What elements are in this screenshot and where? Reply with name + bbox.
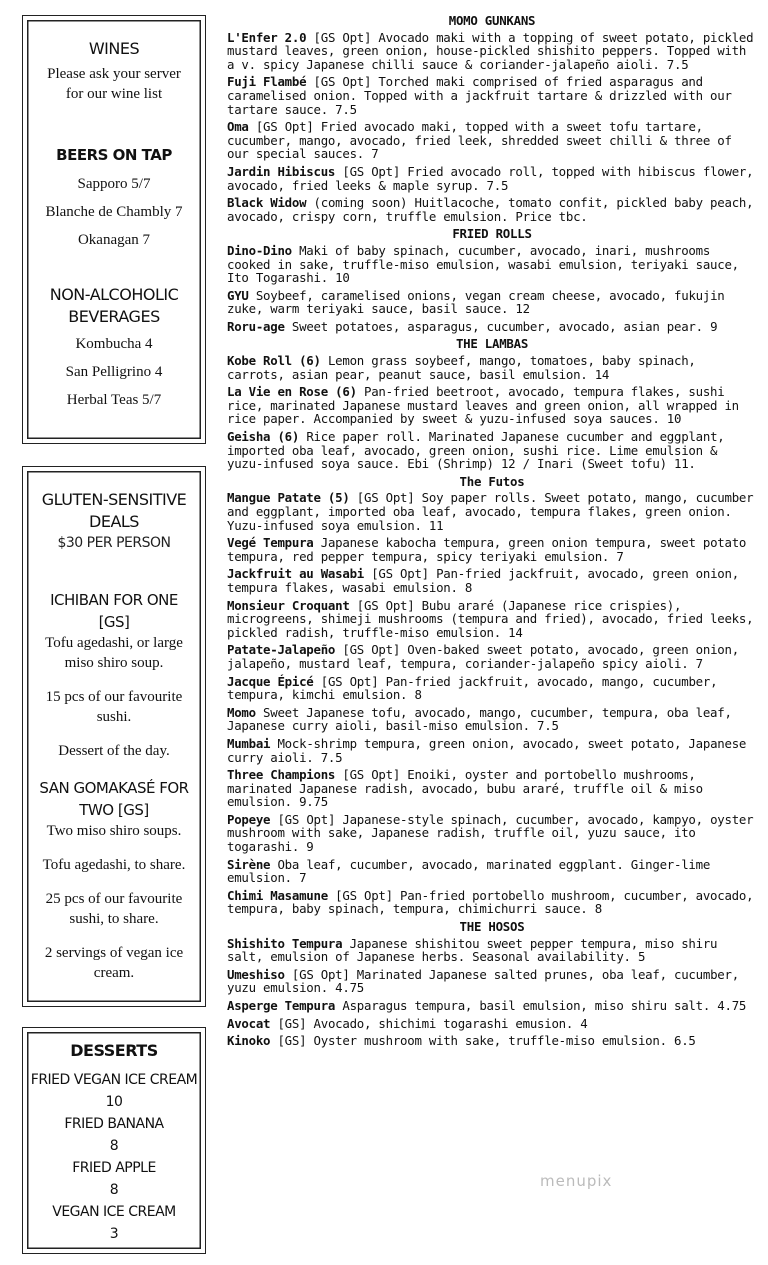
menu-item: [227, 320, 757, 334]
san-gomakase-title: SAN GOMAKASÉ FOR TWO [GS]: [39, 779, 189, 819]
desserts-box: [22, 1027, 206, 1254]
gluten-price: $30 PER PERSON: [57, 535, 171, 551]
menu-item: [227, 165, 757, 192]
menu-item: [227, 858, 757, 885]
menu-item: [227, 768, 757, 809]
section-title: THE HOSOS: [459, 919, 525, 935]
menu-item-description: Sweet Japanese tofu, avocado, mango, cucumber, tempura, oba leaf, Japanese curry aioli, basil-miso emulsion. 7.5: [227, 704, 732, 734]
menu-item-name: Three Champions: [227, 767, 336, 783]
menu-item-description: [GS Opt] Pan-fried jackfruit, avocado, mango, cucumber, tempura, kimchi emulsion. 8: [227, 673, 718, 703]
menu-item-description: [GS Opt] Fried avocado maki, topped with a sweet tofu tartare, cucumber, mango, avocado, fried leek, shredded sweet chilli & three of our special sauces. 7: [227, 119, 732, 162]
menu-item-description: [GS Opt] Torched maki comprised of fried asparagus and caramelised onion. Topped with a jackfruit tartare & drizzled with our tartare sauce. 7.5: [227, 74, 732, 117]
gluten-sensitive-box: [22, 466, 206, 1007]
menu-item-description: (coming soon) Huitlacoche, tomato confit, pickled baby peach, avocado, crispy corn, truffle emulsion. Price tbc.: [227, 195, 754, 224]
menu-item-description: Oba leaf, cucumber, avocado, marinated eggplant. Ginger-lime emulsion. 7: [227, 856, 711, 886]
menu-item: [227, 75, 757, 116]
menu-item-name: Black Widow: [227, 195, 307, 211]
menu-item: [227, 385, 757, 426]
menu-item-name: Mumbai: [227, 735, 271, 751]
san-line: 2 servings of vegan ice cream.: [44, 945, 184, 981]
dessert-price: 10: [105, 1094, 123, 1110]
menu-item-description: Japanese kabocha tempura, green onion tempura, sweet potato tempura, red pepper tempura, spicy teriyaki emulsion. 7: [227, 535, 747, 564]
dessert-price: 3: [109, 1226, 119, 1242]
menu-item: [227, 196, 757, 223]
menu-item-description: [GS] Oyster mushroom with sake, truffle-miso emulsion. 6.5: [270, 1033, 696, 1049]
menu-item-name: Kinoko: [227, 1033, 271, 1049]
menu-item-name: Monsieur Croquant: [227, 597, 350, 613]
menu-item-name: Sirène: [227, 856, 271, 872]
beer-item: Sapporo 5/7: [77, 176, 151, 192]
menu-item-name: Vegé Tempura: [227, 535, 314, 551]
menu-item-name: Roru-age: [227, 318, 285, 334]
desserts-title: DESSERTS: [70, 1041, 158, 1060]
menu-item-name: Oma: [227, 119, 249, 135]
menu-item-name: Geisha (6): [227, 429, 300, 445]
san-line: 25 pcs of our favourite sushi, to share.: [45, 891, 183, 927]
menu-item-description: Sweet potatoes, asparagus, cucumber, avocado, asian pear. 9: [284, 318, 718, 334]
menu-item-name: Jardin Hibiscus: [227, 163, 336, 179]
dessert-price: 8: [109, 1138, 119, 1154]
menu-item: [227, 937, 757, 964]
menu-item: [227, 1034, 757, 1048]
menu-item-description: Maki of baby spinach, cucumber, avocado, inari, mushrooms cooked in sake, truffle-miso emulsion, wasabi emulsion, teriyaki sauce, Ito Togarashi. 10: [227, 242, 739, 286]
menu-item-description: [GS Opt] Enoiki, oyster and portobello mushrooms, marinated Japanese radish, avocado, bubu araré, truffle oil & miso emulsion. 9.75: [227, 767, 703, 810]
san-line: Two miso shiro soups.: [46, 823, 182, 839]
menu-item-description: [GS Opt] Soy paper rolls. Sweet potato, mango, cucumber and eggplant, imported oba leaf, avocado, tempura flakes, green onion. Yuzu-infused soya emulsion. 11: [227, 490, 754, 533]
menu-item-name: Jackfruit au Wasabi: [227, 566, 364, 582]
menu-item: [227, 643, 757, 670]
menu-column: [227, 14, 757, 1052]
section-title: MOMO GUNKANS: [448, 13, 536, 28]
menu-item-name: Dino-Dino: [227, 242, 292, 258]
menu-item: [227, 31, 757, 72]
menu-item: [227, 120, 757, 161]
dessert-name: FRIED VEGAN ICE CREAM: [30, 1072, 198, 1088]
menu-item-description: Mock-shrimp tempura, green onion, avocado, sweet potato, Japanese curry aioli. 7.5: [227, 735, 747, 765]
menu-item: [227, 968, 757, 995]
menu-item-name: La Vie en Rose (6): [227, 384, 357, 400]
wines-title: WINES: [88, 39, 140, 58]
beer-item: Okanagan 7: [77, 232, 151, 248]
menu-item: [227, 813, 757, 854]
menu-item: [227, 289, 757, 316]
menu-item: [227, 244, 757, 285]
beer-item: Blanche de Chambly 7: [45, 204, 183, 220]
beverage-item: Kombucha 4: [75, 336, 153, 352]
beers-title: BEERS ON TAP: [56, 146, 172, 164]
menu-item: [227, 491, 757, 532]
dessert-name: FRIED BANANA: [64, 1116, 164, 1132]
menu-item-name: Fuji Flambé: [227, 74, 307, 90]
non-alcoholic-title: NON-ALCOHOLIC: [49, 285, 179, 304]
menu-item-description: Rice paper roll. Marinated Japanese cucumber and eggplant, imported oba leaf, avocado, green onion, sushi rice. Lime emulsion & yuzu-infused soya sauce. Ebi (Shrimp) 12 / Inari (Sweet tofu) 11.: [227, 429, 725, 472]
non-alcoholic-title: BEVERAGES: [68, 307, 160, 326]
menu-item-name: GYU: [227, 287, 249, 303]
menu-item: [227, 354, 757, 381]
menu-item-description: Lemon grass soybeef, mango, tomatoes, baby spinach, carrots, asian pear, peanut sauce, basil emulsion. 14: [227, 353, 696, 382]
menu-item: [227, 567, 757, 594]
gluten-title: GLUTEN-SENSITIVE: [41, 490, 187, 509]
menu-item: [227, 675, 757, 702]
menu-item-description: [GS Opt] Japanese-style spinach, cucumber, avocado, kampyo, oyster mushroom with sake, Japanese radish, truffle oil, yuzu sauce, ito togarashi. 9: [227, 811, 754, 855]
dessert-price: 8: [109, 1182, 119, 1198]
dessert-name: VEGAN ICE CREAM: [52, 1204, 176, 1220]
menu-item: [227, 737, 757, 764]
dessert-name: FRIED APPLE: [72, 1160, 156, 1176]
section-title: The Futos: [459, 473, 525, 489]
menu-item-description: [GS Opt] Bubu araré (Japanese rice crispies), microgreens, shimeji mushrooms (tempura and fried), avocado, fried leeks, pickled radish, truffle-miso emulsion. 14: [227, 597, 754, 640]
ichiban-line: Tofu agedashi, or large miso shiro soup.: [45, 635, 183, 671]
menu-item-description: Pan-fried beetroot, avocado, tempura flakes, sushi rice, marinated Japanese mustard leaves and green onion, all wrapped in rice paper. Accompanied by sweet & yuzu-infused soya sauces. 10: [227, 384, 739, 427]
menu-item-description: [GS Opt] Marinated Japanese salted prunes, oba leaf, cucumber, yuzu emulsion. 4.75: [227, 966, 739, 996]
wines-line: Please ask your server: [47, 66, 181, 82]
menu-item-name: Umeshiso: [227, 966, 285, 982]
menu-item-name: Popeye: [227, 811, 271, 827]
menu-item-description: [GS Opt] Oven-baked sweet potato, avocado, green onion, jalapeño, mustard leaf, tempura, coriander-jalapeño spicy aioli. 7: [227, 642, 739, 671]
menu-item-description: [GS Opt] Fried avocado roll, topped with hibiscus flower, avocado, fried leeks & maple syrup. 7.5: [227, 163, 754, 193]
menu-item-description: [GS Opt] Avocado maki with a topping of sweet potato, pickled mustard leaves, green onion, house-pickled shishito peppers. Topped with a v. spicy Japanese chilli sauce & coriander-jalapeño aioli. 7.5: [227, 29, 754, 72]
menu-item: [227, 706, 757, 733]
menu-item-name: L'Enfer 2.0: [227, 29, 307, 45]
menu-item: [227, 1017, 757, 1031]
menu-item-name: Asperge Tempura: [227, 998, 336, 1013]
menu-item-name: Momo: [227, 704, 256, 720]
menu-item-description: Asparagus tempura, basil emulsion, miso shiru salt. 4.75: [335, 998, 747, 1013]
beverage-item: Herbal Teas 5/7: [66, 392, 162, 408]
wines-line: for our wine list: [65, 86, 163, 102]
menu-item-name: Shishito Tempura: [227, 935, 343, 951]
menu-item-name: Kobe Roll (6): [227, 353, 321, 369]
drinks-box: [22, 15, 206, 444]
menu-item: [227, 536, 757, 563]
menu-item-name: Jacque Épicé: [227, 673, 314, 689]
menu-item-description: [GS Opt] Pan-fried jackfruit, avocado, green onion, tempura flakes, wasabi emulsion. 8: [227, 566, 739, 595]
section-title: FRIED ROLLS: [452, 226, 532, 242]
ichiban-line: 15 pcs of our favourite sushi.: [45, 689, 183, 725]
menu-item-name: Mangue Patate (5): [227, 490, 350, 506]
menu-item-description: [GS] Avocado, shichimi togarashi emusion. 4: [270, 1015, 588, 1031]
watermark: menupix: [540, 1172, 613, 1190]
ichiban-title: ICHIBAN FOR ONE [GS]: [50, 591, 178, 631]
beverage-item: San Pelligrino 4: [65, 364, 163, 380]
section-title: THE LAMBAS: [455, 336, 529, 352]
menu-item-name: Chimi Masamune: [227, 887, 328, 903]
menu-item: [227, 599, 757, 640]
gluten-title: DEALS: [89, 512, 139, 531]
menu-item-name: Patate-Jalapeño: [227, 642, 336, 658]
menu-item-description: Japanese shishitou sweet pepper tempura, miso shiru salt, emulsion of Japanese herbs. Seasonal availability. 5: [227, 935, 718, 965]
ichiban-line: Dessert of the day.: [58, 743, 170, 759]
menu-item-description: [GS Opt] Pan-fried portobello mushroom, cucumber, avocado, tempura, baby spinach, tempura, chimichurri sauce. 8: [227, 887, 754, 917]
menu-item: [227, 889, 757, 916]
menu-item: [227, 999, 757, 1013]
menu-item-name: Avocat: [227, 1015, 271, 1031]
menu-item: [227, 430, 757, 471]
menu-item-description: Soybeef, caramelised onions, vegan cream cheese, avocado, fukujin zuke, warm teriyaki sauce, basil sauce. 12: [227, 287, 725, 317]
san-line: Tofu agedashi, to share.: [42, 857, 186, 873]
